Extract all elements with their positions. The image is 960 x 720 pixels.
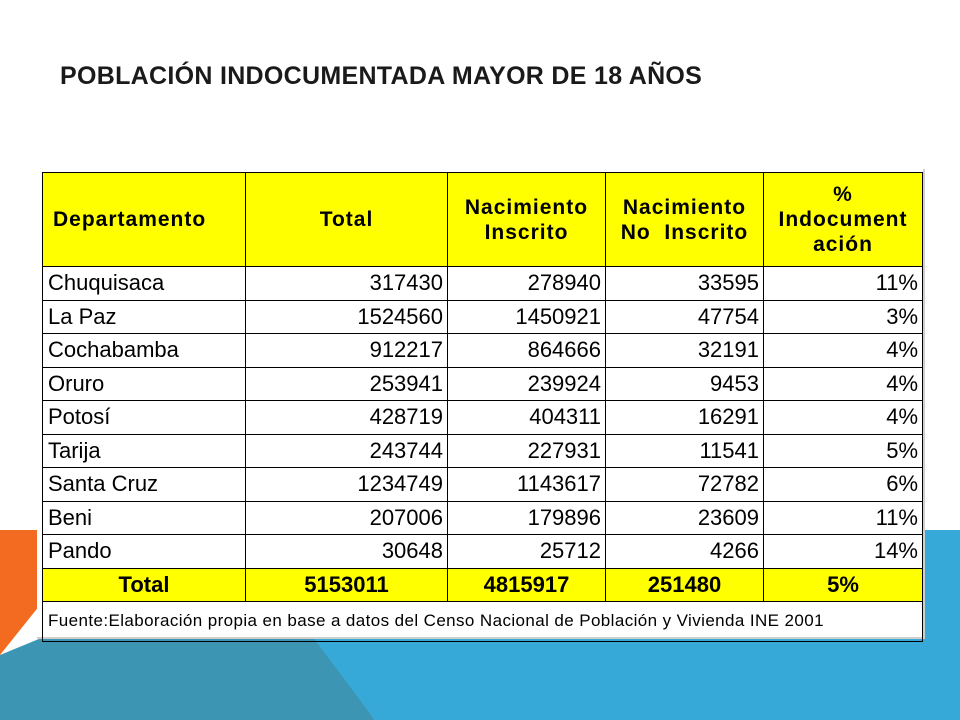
total-cell: 253941 [246,367,448,401]
totals-total: 5153011 [246,568,448,601]
table-row [43,501,923,535]
total-cell: 243744 [246,434,448,468]
total-cell: 207006 [246,501,448,535]
totals-label: Total [43,568,246,601]
pct-cell: 11% [764,501,923,535]
departamento-cell: Potosí [43,401,246,435]
no-inscrito-cell: 72782 [606,468,764,502]
departamento-cell: Santa Cruz [43,468,246,502]
table-row [43,434,923,468]
slide-title: POBLACIÓN INDOCUMENTADA MAYOR DE 18 AÑOS [60,62,703,90]
total-cell: 30648 [246,535,448,569]
no-inscrito-cell: 33595 [606,267,764,301]
header-nacimiento-inscrito: Nacimiento Inscrito [448,173,606,267]
pct-cell: 4% [764,334,923,368]
inscrito-cell: 25712 [448,535,606,569]
departamento-cell: Tarija [43,434,246,468]
table-row [43,468,923,502]
inscrito-cell: 404311 [448,401,606,435]
inscrito-cell: 179896 [448,501,606,535]
totals-inscrito: 4815917 [448,568,606,601]
departamento-cell: Chuquisaca [43,267,246,301]
pct-cell: 14% [764,535,923,569]
total-cell: 317430 [246,267,448,301]
no-inscrito-cell: 32191 [606,334,764,368]
total-cell: 1524560 [246,300,448,334]
departamento-cell: Cochabamba [43,334,246,368]
header-row [43,173,923,267]
total-cell: 428719 [246,401,448,435]
inscrito-cell: 278940 [448,267,606,301]
inscrito-cell: 227931 [448,434,606,468]
pct-cell: 4% [764,367,923,401]
departamento-cell: Pando [43,535,246,569]
no-inscrito-cell: 4266 [606,535,764,569]
totals-pct: 5% [764,568,923,601]
table-row [43,401,923,435]
pct-cell: 3% [764,300,923,334]
header-total: Total [246,173,448,267]
inscrito-cell: 1143617 [448,468,606,502]
inscrito-cell: 239924 [448,367,606,401]
totals-row [43,568,923,601]
spreadsheet-table-image [37,169,925,639]
total-cell: 912217 [246,334,448,368]
no-inscrito-cell: 11541 [606,434,764,468]
inscrito-cell: 864666 [448,334,606,368]
departamento-cell: La Paz [43,300,246,334]
table-row [43,334,923,368]
totals-no-inscrito: 251480 [606,568,764,601]
total-cell: 1234749 [246,468,448,502]
source-note: Fuente:Elaboración propia en base a datos del Censo Nacional de Población y Vivienda INE 2001 [43,601,923,641]
pct-cell: 5% [764,434,923,468]
table-row [43,367,923,401]
pct-cell: 11% [764,267,923,301]
header-departamento: Departamento [43,173,246,267]
no-inscrito-cell: 47754 [606,300,764,334]
no-inscrito-cell: 9453 [606,367,764,401]
source-row [43,601,923,641]
pct-cell: 4% [764,401,923,435]
table-row [43,267,923,301]
inscrito-cell: 1450921 [448,300,606,334]
header-nacimiento-no-inscrito: Nacimiento No Inscrito [606,173,764,267]
table-row [43,300,923,334]
no-inscrito-cell: 16291 [606,401,764,435]
pct-cell: 6% [764,468,923,502]
table-row [43,535,923,569]
no-inscrito-cell: 23609 [606,501,764,535]
departamento-cell: Beni [43,501,246,535]
population-table [42,172,923,642]
header-pct-indocumentacion: % Indocument ación [764,173,923,267]
departamento-cell: Oruro [43,367,246,401]
